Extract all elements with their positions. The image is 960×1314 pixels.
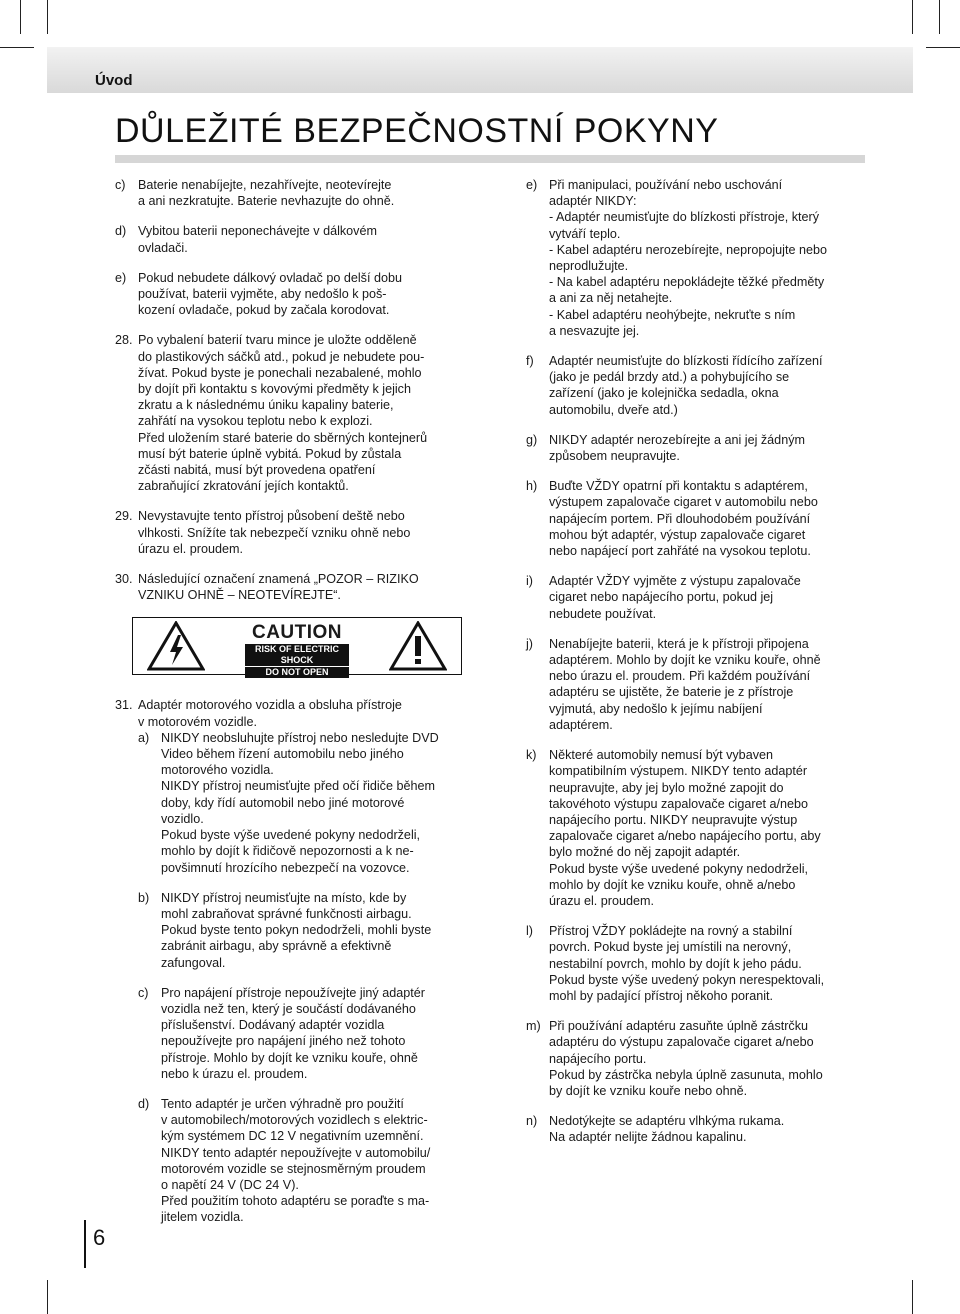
item-marker: k) (526, 748, 537, 763)
list-item (526, 747, 871, 909)
item-marker: n) (526, 1114, 538, 1129)
list-item (115, 177, 487, 209)
numbered-item (115, 332, 487, 494)
item-marker: e) (526, 178, 538, 192)
numbered-item (115, 508, 487, 557)
item-marker: l) (526, 924, 533, 939)
crop-mark (20, 0, 21, 34)
page-title: DŮLEŽITÉ BEZPEČNOSTNÍ POKYNY (115, 112, 719, 150)
list-item (526, 573, 871, 622)
item-marker: c) (115, 178, 126, 192)
item-number: 29. (115, 509, 133, 524)
list-item (526, 177, 871, 339)
list-item (526, 353, 871, 418)
item-text: Při používání adaptéru zasuňte úplně zástrčku adaptéru do výstupu zapalovače cigaret a/nebo napájecího portu. Pokud by zástrčka nebyla úplně zasunuta, mohlo by dojít ke vzniku kouře nebo ohně. (549, 1019, 823, 1098)
sub-item (138, 730, 487, 876)
title-underline (115, 155, 865, 163)
crop-mark (939, 0, 940, 34)
caution-line: DO NOT OPEN (245, 667, 349, 678)
crop-mark (912, 0, 913, 34)
item-marker: g) (526, 432, 538, 447)
sub-item (138, 890, 487, 971)
list-item (526, 1018, 871, 1099)
item-marker: j) (526, 636, 533, 651)
header-band (47, 47, 913, 93)
crop-mark (926, 47, 960, 48)
item-text: Nedotýkejte se adaptéru vlhkýma rukama. Na adaptér nelijte žádnou kapalinu. (549, 1114, 785, 1145)
item-text: NIKDY přístroj neumisťujte na místo, kde by mohl zabraňovat správné funkčnosti airbagu. Pokud byste tento pokyn nedodrželi, mohli byste zabránit airbagu, aby správně a efektivně zafungoval. (161, 890, 432, 970)
item-text: Tento adaptér je určen výhradně pro použití v automobilech/motorových vozidlech s elektric- kým systémem DC 12 V negativním uzemnění. NIKDY tento adaptér nepoužívejte v automobilu/ motorovém vozidle se stejnosměrným proudem o napětí 24 V (DC 24 V). Před použitím tohoto adaptéru se poraďte s ma- jitelem vozidla. (161, 1096, 431, 1225)
item-marker: i) (526, 574, 533, 589)
item-marker: a) (138, 730, 150, 745)
crop-mark (912, 1280, 913, 1314)
item-text: Při manipulaci, používání nebo uschování adaptér NIKDY: - Adaptér neumisťujte do blízkosti přístroje, který vytváří teplo. - Kabel adaptéru nerozebírejte, nepropojujte nebo neprodlužujte. - Na kabel adaptéru nepokládejte těžké předměty a ani za něj netahejte. - Kabel adaptéru neohýbejte, nekruťte s ním a nesvazujte jej. (549, 178, 827, 338)
list-item (526, 636, 871, 733)
item-text: Po vybalení baterií tvaru mince je uložte odděleně do plastikových sáčků atd., pokud je nebudete pou- žívat. Pokud byste je ponechali nezabalené, mohlo by dojít při kontaktu s kovovými předměty k jejich zkratu a k následnému úniku kapaliny baterie, zahřátí na vysokou teplotu nebo k explozi. Před uložením staré baterie do sběrných kontejnerů musí být baterie úplně vybitá. Pokud by zůstala zčásti nabitá, musí být provedena opatření zabraňující zkratování jejích kontaktů. (138, 333, 428, 494)
list-item (115, 223, 487, 255)
page-number-rule (84, 1220, 86, 1268)
list-item (526, 923, 871, 1004)
item-text: Pro napájení přístroje nepoužívejte jiný adaptér vozidla než ten, který je součástí dodávaného příslušenství. Dodávaný adaptér vozidla nepoužívejte pro napájení jiného než tohoto přístroje. Mohlo by dojít ke vzniku kouře, ohně nebo k úrazu el. proudem. (161, 985, 425, 1081)
item-text: Nevystavujte tento přístroj působení deště nebo vlhkosti. Snížíte tak nebezpečí vzniku ohně nebo úrazu el. proudem. (138, 509, 411, 556)
item-marker: e) (115, 270, 127, 285)
item-text: Adaptér VŽDY vyjměte z výstupu zapalovače cigaret nebo napájecího portu, pokud jej nebudete používat. (549, 574, 801, 621)
item-marker: d) (115, 224, 127, 239)
exclamation-warning-icon (389, 621, 447, 671)
page-number: 6 (93, 1225, 106, 1250)
caution-word: CAUTION (251, 622, 343, 644)
list-item (526, 1113, 871, 1145)
item-marker: f) (526, 354, 534, 369)
item-text: Přístroj VŽDY pokládejte na rovný a stabilní povrch. Pokud byste jej umístili na nerovný, nestabilní povrch, mohlo by dojít k jeho pádu. Pokud byste výše uvedený pokyn nerespektovali, mohl by padající přístroj někoho poranit. (549, 924, 825, 1003)
list-item (526, 432, 871, 464)
section-label: Úvod (95, 72, 133, 89)
item-text: Některé automobily nemusí být vybaven kompatibilním výstupem. NIKDY tento adaptér neupravujte, aby jej bylo možné zapojit do takovéhoto výstupu zapalovače cigaret a/nebo napájecího portu. NIKDY neupravujte výstup zapalovače cigaret a/nebo napájecího portu, aby bylo možné do něj zapojit adaptér. Pokud byste výše uvedené pokyny nedodrželi, mohlo by dojít ke vzniku kouře, ohně a/nebo úrazu el. proudem. (549, 748, 821, 908)
item-number: 30. (115, 572, 133, 587)
item-marker: m) (526, 1019, 541, 1034)
list-item (526, 478, 871, 559)
item-number: 28. (115, 333, 133, 348)
item-marker: c) (138, 985, 149, 1000)
item-text: NIKDY neobsluhujte přístroj nebo nesledujte DVD Video během řízení automobilu nebo jiného motorového vozidla. NIKDY přístroj neumisťujte před očí řidiče během doby, kdy řídí automobil nebo jiné motorové vozidlo. Pokud byste výše uvedené pokyny nedodrželi, mohlo by dojít k řidičově nepozornosti a k ne- povšimnutí hrozícího nebezpečí na vozovce. (161, 730, 439, 875)
electric-shock-warning-icon (147, 621, 205, 671)
left-column (115, 177, 487, 1240)
caution-text-block (245, 622, 349, 678)
item-marker: b) (138, 890, 150, 905)
list-item (115, 270, 487, 319)
item-text: NIKDY adaptér nerozebírejte a ani jej žádným způsobem neupravujte. (549, 432, 805, 464)
item-text: Vybitou baterii neponechávejte v dálkovém ovladači. (138, 224, 377, 255)
crop-mark (47, 0, 48, 34)
item-number: 31. (115, 698, 133, 713)
numbered-item (115, 571, 487, 603)
sub-item (138, 985, 487, 1082)
item-text: Buďte VŽDY opatrní při kontaktu s adaptérem, výstupem zapalovače cigaret v automobilu nebo napájecím portem. Při dlouhodobém používání mohou být adaptér, výstup zapalovače cigaret nebo napájecí port zahřáté na vysokou teplotu. (549, 479, 818, 559)
caution-label (132, 617, 462, 678)
item-text: Adaptér motorového vozidla a obsluha přístroje v motorovém vozidle. (138, 698, 402, 729)
caution-line: RISK OF ELECTRIC SHOCK (245, 644, 349, 666)
crop-mark (47, 1280, 48, 1314)
right-column (526, 177, 871, 1160)
numbered-item (115, 697, 487, 1225)
item-text: Adaptér neumisťujte do blízkosti řídícího zařízení (jako je pedál brzdy atd.) a pohybujícího se zařízení (jako je kolejnička sedadla, okna automobilu, dveře atd.) (549, 354, 823, 417)
item-marker: d) (138, 1096, 150, 1111)
sub-item (138, 1096, 487, 1226)
item-text: Pokud nebudete dálkový ovladač po delší dobu používat, baterii vyjměte, aby nedošlo k poš- kození ovladače, pokud by začala korodovat. (138, 270, 402, 318)
item-marker: h) (526, 479, 538, 494)
item-text: Baterie nenabíjejte, nezahřívejte, neotevírejte a ani nezkratujte. Baterie nevhazujte do ohně. (138, 178, 395, 209)
item-text: Nenabíjejte baterii, která je k přístroji připojena adaptérem. Mohlo by dojít ke vzniku kouře, ohně nebo úrazu el. proudem. Při každém používání adaptéru se ujistěte, že baterie je z přístroje vyjmutá, aby nedošlo k jejímu nabíjení adaptérem. (549, 636, 821, 732)
item-text: Následující označení znamená „POZOR – RIZIKO VZNIKU OHNĚ – NEOTEVÍREJTE“. (138, 572, 419, 603)
crop-mark (0, 47, 34, 48)
